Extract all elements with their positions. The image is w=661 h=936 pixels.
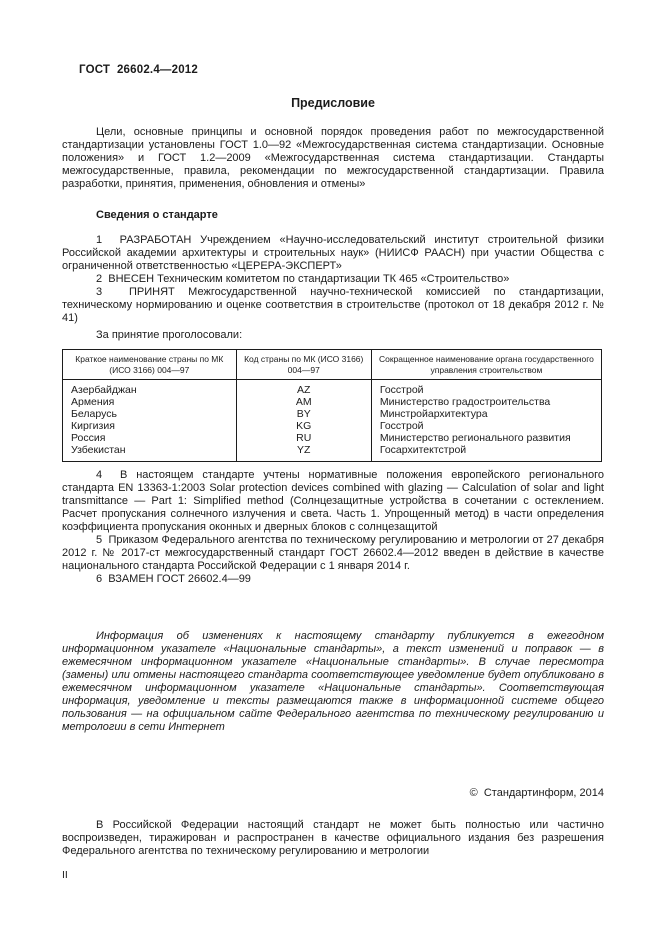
table-row: [63, 380, 602, 397]
voting-lead-line: За принятие проголосовали:: [96, 329, 243, 341]
page-number: II: [62, 869, 68, 881]
cell-authority: Минстройархитектура: [371, 408, 601, 420]
voting-table-header-row: [63, 350, 602, 380]
cell-authority: Министерство градостроительства: [371, 396, 601, 408]
reproduction-notice: В Российской Федерации настоящий стандарт не может быть полностью или частично воспроизведен, тиражирован и распространен в качестве официального издания без разрешения Федерального агентства по техническому регулированию и метрологии: [62, 819, 604, 857]
cell-country: Киргизия: [63, 420, 237, 432]
voting-table-head: [63, 350, 602, 380]
cell-authority: Министерство регионального развития: [371, 432, 601, 444]
standard-info-item-4: 4 В настоящем стандарте учтены нормативные положения европейского регионального стандарта EN 13363-1:2003 Solar protection devices combined with glazing — Calculation of solar and light transmittance — Part 1: Simplified method (Солнцезащитные устройства в сочетании с остеклением. Расчет пропускания солнечного излучения и света. Часть 1. Упрощенный метод) в части определения коэффициента пропускания оконных и дверных блоков с солнцезащитой: [62, 469, 604, 533]
cell-country: Азербайджан: [63, 380, 237, 397]
cell-code: AZ: [236, 380, 371, 397]
standard-info-item-2: 2 ВНЕСЕН Техническим комитетом по стандартизации ТК 465 «Строительство»: [96, 273, 510, 285]
standard-info-heading: Сведения о стандарте: [96, 209, 218, 221]
table-row: [63, 408, 602, 420]
cell-country: Армения: [63, 396, 237, 408]
cell-code: KG: [236, 420, 371, 432]
intro-paragraph: Цели, основные принципы и основной порядок проведения работ по межгосударственной стандартизации установлены ГОСТ 1.0—92 «Межгосударственная система стандартизации. Основные положения» и ГОСТ 1.2—2009 «Межгосударственная система стандартизации. Стандарты межгосударственные, правила, рекомендации по межгосударственной стандартизации. Правила разработки, принятия, применения, обновления и отмены»: [62, 126, 604, 190]
cell-country: Беларусь: [63, 408, 237, 420]
standard-info-item-3: 3 ПРИНЯТ Межгосударственной научно-технической комиссией по стандартизации, техническому нормированию и оценке соответствия в строительстве (протокол от 18 декабря 2012 г. № 41): [62, 286, 604, 324]
voting-table: [62, 349, 602, 462]
cell-authority: Госстрой: [371, 420, 601, 432]
cell-code: RU: [236, 432, 371, 444]
table-row: [63, 420, 602, 432]
table-row: [63, 444, 602, 462]
voting-table-header-country: Краткое наименование страны по МК (ИСО 3166) 004—97: [63, 350, 237, 380]
standard-info-item-1: 1 РАЗРАБОТАН Учреждением «Научно-исследовательский институт строительной физики Российской академии архитектуры и строительных наук» (НИИСФ РААСН) при участии Общества с ограниченной ответственностью «ЦЕРЕРА-ЭКСПЕРТ»: [62, 234, 604, 272]
amendments-note: Информация об изменениях к настоящему стандарту публикуется в ежегодном информационном указателе «Национальные стандарты», а текст изменений и поправок — в ежемесячном информационном указателе «Национальные стандарты». В случае пересмотра (замены) или отмены настоящего стандарта соответствующее уведомление будет опубликовано в ежемесячном информационном указателе «Национальные стандарты». Соответствующая информация, уведомление и тексты размещаются также в информационной системе общего пользования — на официальном сайте Федерального агентства по техническому регулированию и метрологии в сети Интернет: [62, 630, 604, 733]
cell-authority: Госстрой: [371, 380, 601, 397]
cell-authority: Госархитектстрой: [371, 444, 601, 462]
table-row: [63, 432, 602, 444]
voting-table-body: [63, 380, 602, 462]
standard-info-item-5: 5 Приказом Федерального агентства по техническому регулированию и метрологии от 27 декабря 2012 г. № 2017-ст межгосударственный стандарт ГОСТ 26602.4—2012 введен в действие в качестве национального стандарта Российской Федерации с 1 января 2014 г.: [62, 534, 604, 572]
cell-country: Россия: [63, 432, 237, 444]
table-row: [63, 396, 602, 408]
doc-number-header: ГОСТ 26602.4—2012: [79, 64, 198, 76]
copyright-line: © Стандартинформ, 2014: [469, 787, 604, 799]
cell-country: Узбекистан: [63, 444, 237, 462]
cell-code: YZ: [236, 444, 371, 462]
voting-table-header-code: Код страны по МК (ИСО 3166) 004—97: [236, 350, 371, 380]
cell-code: AM: [236, 396, 371, 408]
page-content: [62, 0, 604, 882]
page-title: Предисловие: [291, 96, 375, 110]
standard-info-item-6: 6 ВЗАМЕН ГОСТ 26602.4—99: [96, 573, 251, 585]
cell-code: BY: [236, 408, 371, 420]
voting-table-header-authority: Сокращенное наименование органа государственного управления строительством: [371, 350, 601, 380]
